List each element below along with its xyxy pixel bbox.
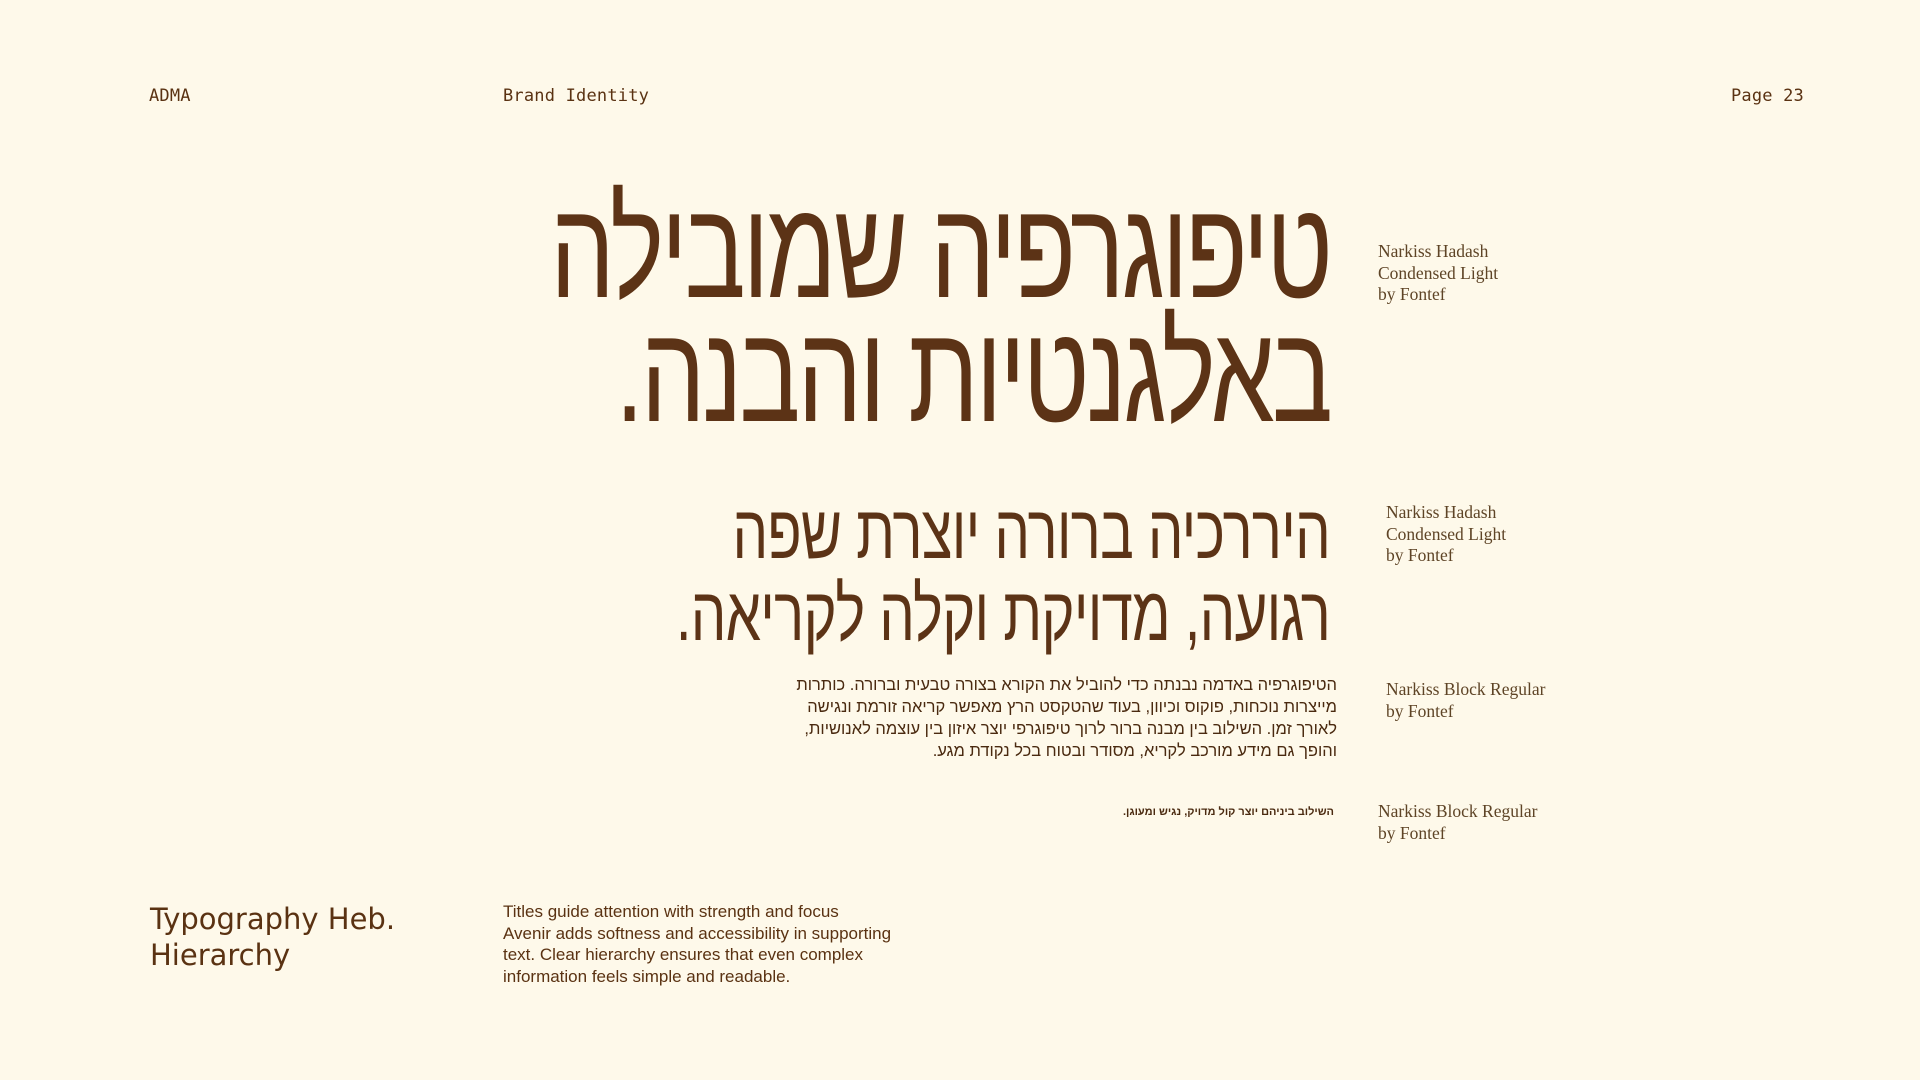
font-label-line: Narkiss Hadash: [1378, 241, 1489, 261]
description-line: text. Clear hierarchy ensures that even complex: [503, 945, 864, 964]
font-label-body: [1386, 679, 1545, 722]
font-label-line: Narkiss Hadash: [1386, 502, 1497, 522]
display-heading-line: טיפוגרפיה שמובילה: [550, 173, 1330, 327]
font-label-line: by Fontef: [1378, 822, 1446, 843]
body-line: מייצרות נוכחות, פוקוס וכיוון, בעוד שהטקסט הרץ מאפשר קריאה זורמת ונגישה: [807, 698, 1337, 716]
display-heading-line: באלגנטיות והבנה.: [615, 297, 1330, 451]
sub-heading-line: רגועה, מדויקת וקלה לקריאה.: [675, 572, 1330, 657]
font-label-subheading: [1386, 502, 1506, 567]
font-label-line: Condensed Light: [1378, 262, 1499, 283]
font-label-display: [1378, 241, 1498, 306]
font-label-line: Narkiss Block Regular: [1386, 679, 1546, 699]
sub-heading: [664, 492, 1330, 656]
section-title-line: Hierarchy: [150, 938, 291, 972]
body-line: לאורך זמן. השילוב בין מבנה ברור לרוך טיפוגרפי יוצר איזון בין עוצמה לאנושיות,: [804, 720, 1337, 738]
font-label-line: by Fontef: [1386, 700, 1454, 721]
description-line: Titles guide attention with strength and focus: [503, 902, 839, 921]
small-caption: השילוב ביניהם יוצר קול מדויק, נגיש ומעוגן.: [1122, 806, 1334, 818]
body-paragraph: [637, 674, 1337, 762]
section-title-line: Typography Heb.: [150, 902, 396, 936]
page-number: Page 23: [1730, 86, 1804, 106]
font-label-line: by Fontef: [1386, 545, 1454, 565]
body-line: הטיפוגרפיה באדמה נבנתה כדי להוביל את הקורא בצורה טבעית וברורה. כותרות: [796, 676, 1337, 694]
font-label-line: Condensed Light: [1386, 523, 1507, 544]
font-label-line: by Fontef: [1378, 284, 1446, 304]
sub-heading-line: היררכיה ברורה יוצרת שפה: [732, 490, 1330, 575]
section-title: [150, 901, 395, 973]
font-label-line: Narkiss Block Regular: [1378, 801, 1538, 821]
brand-name: ADMA: [149, 86, 191, 106]
section-description: [503, 901, 923, 987]
section-name: Brand Identity: [503, 86, 650, 106]
font-label-caption: [1378, 801, 1537, 844]
description-line: information feels simple and readable.: [503, 966, 791, 986]
description-line: Avenir adds softness and accessibility in supporting: [503, 923, 892, 943]
body-line: והופך גם מידע מורכב לקריא, מסודר ובטוח בכל נקודת מגע.: [932, 742, 1337, 760]
display-heading: [550, 173, 1330, 451]
